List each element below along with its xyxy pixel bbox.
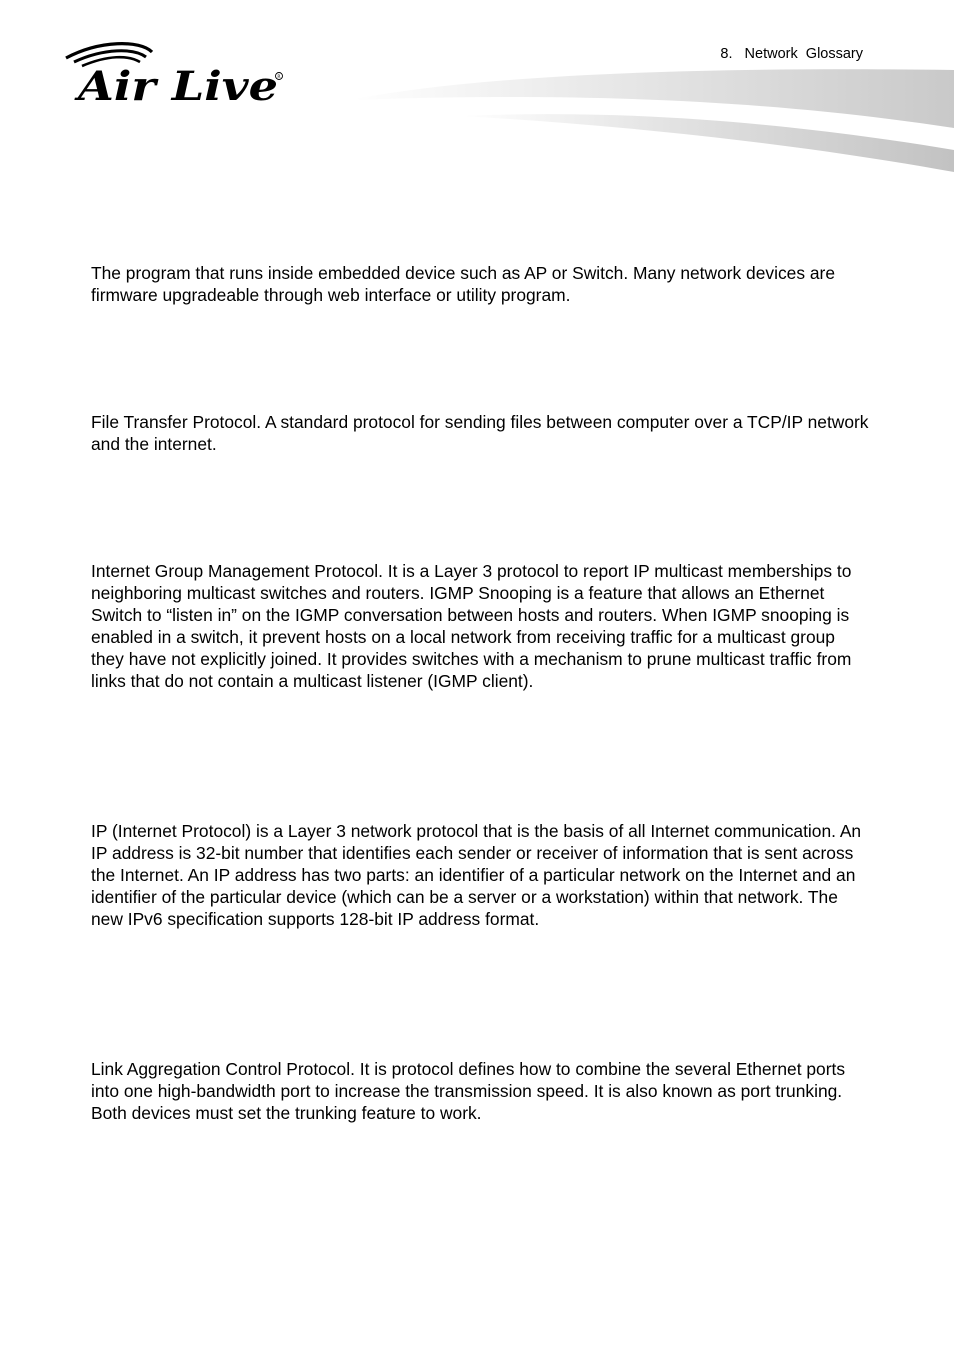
glossary-entry-igmp: Internet Group Management Protocol. It is a Layer 3 protocol to report IP multicast memberships to neighboring multicast switches and routers. IGMP Snooping is a feature that allows an Ethernet Switch to “listen in” on the IGMP conversation between hosts and routers. When IGMP snooping is enabled in a switch, it prevent hosts on a local network from receiving traffic for a multicast group they have not explicitly joined. It provides switches with a mechanism to prune multicast traffic from links that do not contain a multicast listener (IGMP client). <box>91 561 852 691</box>
glossary-entry-firmware: The program that runs inside embedded device such as AP or Switch. Many network devices are firmware upgradeable through web interface or utility program. <box>91 263 835 305</box>
logo-wordmark: Air Live <box>73 63 279 106</box>
page-header <box>0 0 954 190</box>
header-swoosh-graphic <box>340 60 954 185</box>
glossary-entry-ftp: File Transfer Protocol. A standard protocol for sending files between computer over a TCP/IP network and the internet. <box>91 412 869 454</box>
glossary-entry-lacp: Link Aggregation Control Protocol. It is protocol defines how to combine the several Ethernet ports into one high-bandwidth port to increase the transmission speed. It is also known as port trunking. Both devices must set the trunking feature to work. <box>91 1059 846 1123</box>
glossary-entry-ip: IP (Internet Protocol) is a Layer 3 network protocol that is the basis of all Internet communication. An IP address is 32-bit number that identifies each sender or receiver of information that is sent across the Internet. An IP address has two parts: an identifier of a particular network on the Internet and an identifier of the particular device (which can be a server or a workstation) within that network. The new IPv6 specification supports 128-bit IP address format. <box>91 821 862 929</box>
svg-text:R: R <box>277 75 281 80</box>
airlive-logo <box>60 40 290 106</box>
chapter-title: 8. Network Glossary <box>720 46 863 62</box>
